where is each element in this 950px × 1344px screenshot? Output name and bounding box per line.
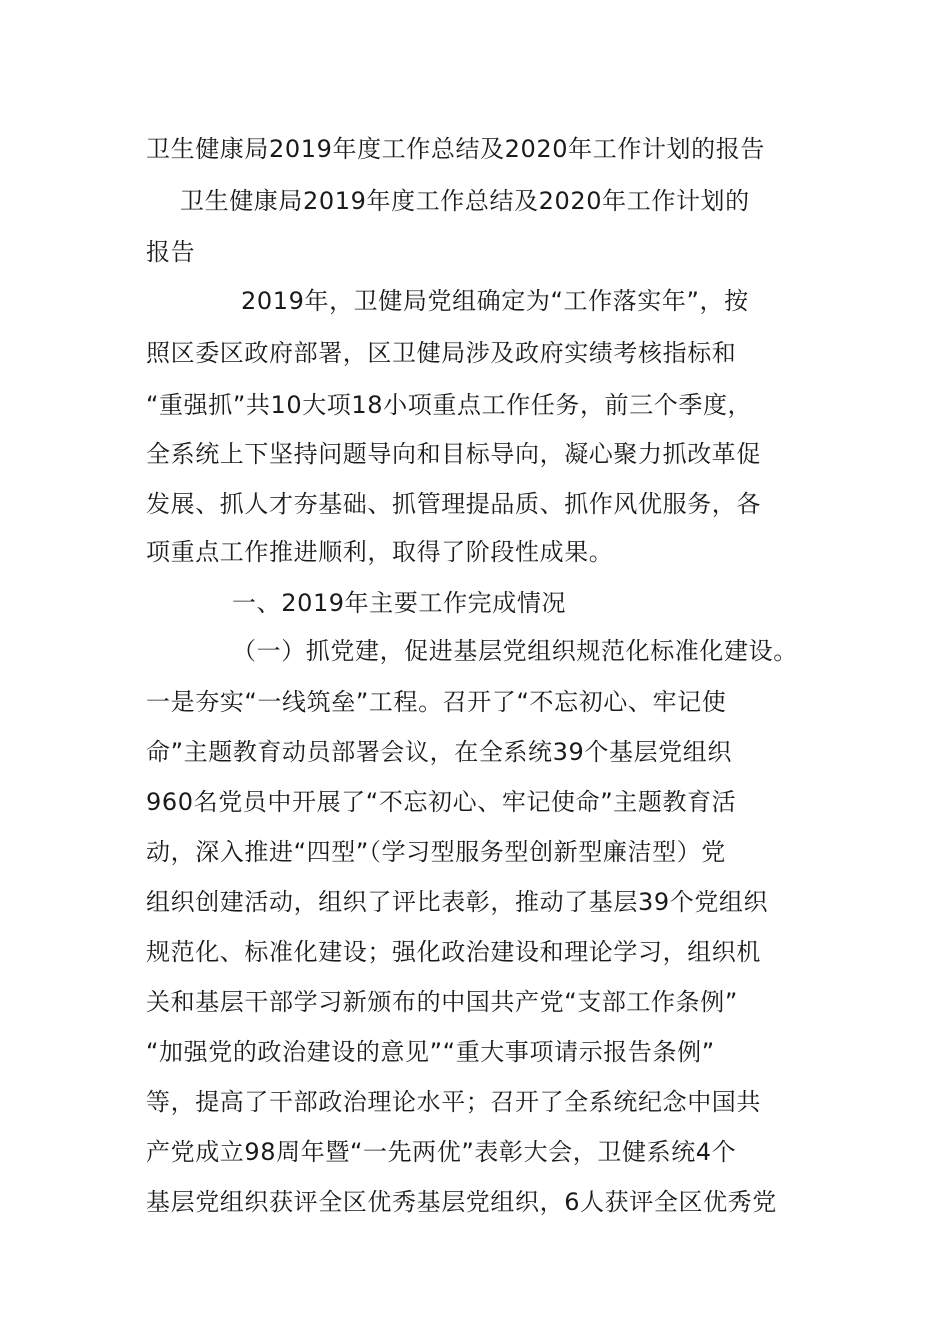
intro-line-4: 全系统上下坚持问题导向和目标导向，凝心聚力抓改革促 <box>146 440 761 468</box>
body-line-2: 命”主题教育动员部署会议，在全系统39个基层党组织 <box>146 738 732 766</box>
body-line-5: 组织创建活动，组织了评比表彰，推动了基层39个党组织 <box>146 888 769 916</box>
body-line-6: 规范化、标准化建设；强化政治建设和理论学习，组织机 <box>146 938 761 966</box>
body-line-1: 一是夯实“一线筑垒”工程。召开了“不忘初心、牢记使 <box>146 688 727 716</box>
subtitle-line-2: 报告 <box>146 238 196 266</box>
section-heading: 一、2019年主要工作完成情况 <box>232 589 567 617</box>
body-line-10: 产党成立98周年暨“一先两优”表彰大会，卫健系统4个 <box>146 1138 737 1166</box>
body-line-8: “加强党的政治建设的意见”“重大事项请示报告条例” <box>146 1038 715 1066</box>
intro-line-3: “重强抓”共10大项18小项重点工作任务，前三个季度， <box>146 391 753 419</box>
intro-line-6: 项重点工作推进顺利，取得了阶段性成果。 <box>146 538 614 566</box>
body-line-4: 动，深入推进“四型”（学习型服务型创新型廉洁型）党 <box>146 838 726 866</box>
body-line-11: 基层党组织获评全区优秀基层党组织，6人获评全区优秀党 <box>146 1188 777 1216</box>
subtitle-line-1: 卫生健康局2019年度工作总结及2020年工作计划的 <box>180 187 750 215</box>
document-title: 卫生健康局2019年度工作总结及2020年工作计划的报告 <box>146 135 765 163</box>
body-line-9: 等，提高了干部政治理论水平；召开了全系统纪念中国共 <box>146 1088 761 1116</box>
intro-line-2: 照区委区政府部署，区卫健局涉及政府实绩考核指标和 <box>146 339 737 367</box>
body-line-3: 960名党员中开展了“不忘初心、牢记使命”主题教育活 <box>146 788 737 816</box>
body-line-7: 关和基层干部学习新颁布的中国共产党“支部工作条例” <box>146 988 738 1016</box>
intro-line-5: 发展、抓人才夯基础、抓管理提品质、抓作风优服务，各 <box>146 490 761 518</box>
subsection-heading: （一）抓党建，促进基层党组织规范化标准化建设。 <box>232 637 798 665</box>
intro-line-1: 2019年，卫健局党组确定为“工作落实年”，按 <box>241 287 749 315</box>
